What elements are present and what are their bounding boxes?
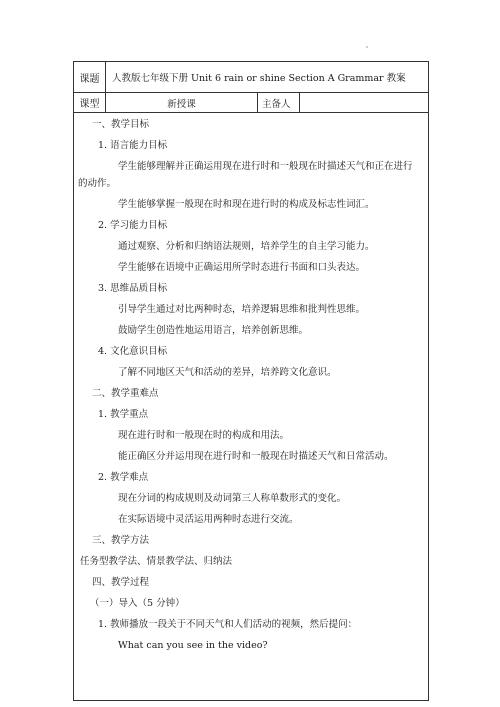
content-line: 1. 语言能力目标 [98,140,168,151]
type-value: 新授课 [106,93,258,113]
content-line: 通过观察、分析和归纳语法规则，培养学生的自主学习能力。 [118,241,375,252]
content-line: 在实际语境中灵活运用两种时态进行交流。 [118,514,299,525]
content-line: What can you see in the video? [118,640,268,651]
lesson-plan-table [73,61,429,701]
content-line: 鼓励学生创造性地运用语言，培养创新思维。 [118,325,309,336]
content-line: 4. 文化意识目标 [98,346,168,357]
topic-row [74,62,429,93]
lesson-content [74,113,429,701]
content-line: 三、教学方法 [92,535,150,546]
body-row [74,113,429,701]
content-line: 现在分词的构成规则及动词第三人称单数形式的变化。 [118,493,347,504]
content-line: 现在进行时和一般现在时的构成和用法。 [118,430,290,441]
content-line: 1. 教师播放一段关于不同天气和人们活动的视频，然后提问： [98,619,358,630]
content-line: （一）导入（5 分钟） [90,598,185,609]
content-line: 的动作。 [78,178,117,189]
page-mark [366,46,368,48]
content-line: 1. 教学重点 [98,409,149,420]
topic-value: 人教版七年级下册 Unit 6 rain or shine Section A Grammar 教案 [106,62,429,93]
content-line: 引导学生通过对比两种时态，培养逻辑思维和批判性思维。 [118,304,366,315]
content-line: 二、教学重难点 [92,388,159,399]
content-line: 了解不同地区天气和活动的差异，培养跨文化意识。 [118,367,337,378]
content-line: 学生能够掌握一般现在时和现在进行时的构成及标志性词汇。 [118,199,375,210]
author-label: 主备人 [258,93,300,113]
content-line: 四、教学过程 [92,577,150,588]
content-line: 3. 思维品质目标 [98,283,168,294]
content-line: 一、教学目标 [92,119,150,130]
type-label: 课型 [74,93,106,113]
type-row [74,93,429,113]
content-line: 2. 学习能力目标 [98,220,168,231]
content-line: 学生能够在语境中正确运用所学时态进行书面和口头表达。 [118,262,366,273]
content-line: 能正确区分并运用现在进行时和一般现在时描述天气和日常活动。 [118,451,394,462]
topic-label: 课题 [74,62,106,93]
author-value [300,93,429,113]
content-line: 学生能够理解并正确运用现在进行时和一般现在时描述天气和正在进行 [118,161,413,172]
content-line: 2. 教学难点 [98,472,149,483]
content-line: 任务型教学法、情景教学法、归纳法 [80,556,233,567]
